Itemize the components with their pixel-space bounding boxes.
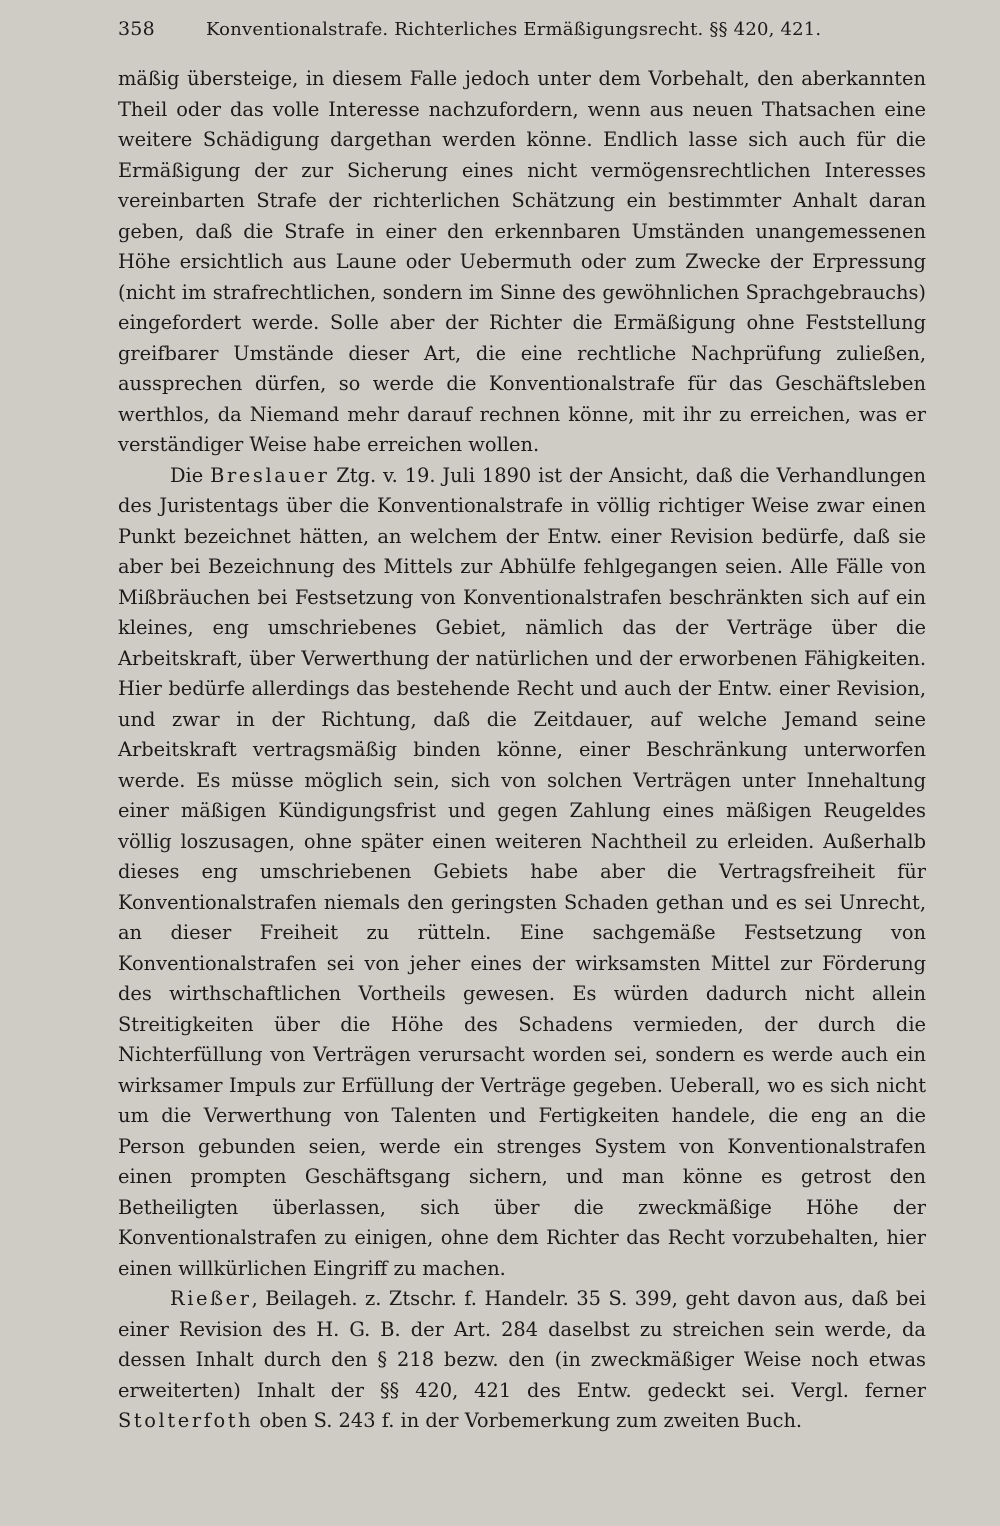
- paragraph-breslauer: [118, 461, 926, 1285]
- paragraph-riesser: [118, 1284, 926, 1437]
- body-text: [118, 64, 926, 1437]
- spaced-name: Rießer: [170, 1287, 252, 1310]
- paragraph-text-end: oben S. 243 f. in der Vorbemerkung zum zweiten Buch.: [253, 1409, 803, 1432]
- running-header: [118, 18, 926, 64]
- page-number: 358: [118, 18, 155, 40]
- paragraph-text: Ztg. v. 19. Juli 1890 ist der Ansicht, daß die Verhandlungen des Juristentags über die Konventionalstrafe in völlig richtiger Weise zwar einen Punkt bezeichnet hätten, an welchem der Entw. einer Revision bedürfe, daß sie aber bei Bezeichnung des Mittels zur Abhülfe fehlgegangen seien. Alle Fälle von Mißbräuchen bei Festsetzung von Konventionalstrafen beschränkten sich auf ein kleines, eng umschriebenes Gebiet, nämlich das der Verträge über die Arbeitskraft, über Verwerthung der natürlichen und der erworbenen Fähigkeiten. Hier bedürfe allerdings das bestehende Recht und auch der Entw. einer Revision, und zwar in der Richtung, daß die Zeitdauer, auf welche Jemand seine Arbeitskraft vertragsmäßig binden könne, einer Beschränkung unterworfen werde. Es müsse möglich sein, sich von solchen Verträgen unter Innehaltung einer mäßigen Kündigungsfrist und gegen Zahlung eines mäßigen Reugeldes völlig loszusagen, ohne später einen weiteren Nachtheil zu erleiden. Außerhalb dieses eng umschriebenen Gebiets habe aber die Vertragsfreiheit für Konventionalstrafen niemals den geringsten Schaden gethan und es sei Unrecht, an dieser Freiheit zu rütteln. Eine sachgemäße Festsetzung von Konventionalstrafen sei von jeher eines der wirksamsten Mittel zur Förderung des wirthschaftlichen Vortheils gewesen. Es würden dadurch nicht allein Streitigkeiten über die Höhe des Schadens vermieden, der durch die Nichterfüllung von Verträgen verursacht worden sei, sondern es werde auch ein wirksamer Impuls zur Erfüllung der Verträge gegeben. Ueberall, wo es sich nicht um die Verwerthung von Talenten und Fertigkeiten handele, die eng an die Person gebunden seien, werde ein strenges System von Konventionalstrafen einen prompten Geschäftsgang sichern, und man könne es getrost den Betheiligten überlassen, sich über die zweckmäßige Höhe der Konventionalstrafen zu einigen, ohne dem Richter das Recht vorzubehalten, hier einen willkürlichen Eingriff zu machen.: [118, 463, 926, 1280]
- spaced-name: Stolterfoth: [118, 1409, 254, 1432]
- running-title: Konventionalstrafe. Richterliches Ermäßigungsrecht. §§ 420, 421.: [206, 19, 822, 40]
- paragraph-lead: Die: [170, 463, 211, 487]
- paragraph-text: , Beilageh. z. Ztschr. f. Handelr. 35 S. 399, geht davon aus, daß bei einer Revision des H. G. B. der Art. 284 daselbst zu streichen sein werde, da dessen Inhalt durch den § 218 bezw. den (in zweckmäßiger Weise noch etwas erweiterten) Inhalt der §§ 420, 421 des Entw. gedeckt sei. Vergl. ferner: [118, 1287, 926, 1402]
- spaced-name: Breslauer: [210, 463, 330, 487]
- paragraph-text: mäßig übersteige, in diesem Falle jedoch unter dem Vorbehalt, den aberkannten Theil oder das volle Interesse nachzufordern, wenn aus neuen Thatsachen eine weitere Schädigung dargethan werden könne. Endlich lasse sich auch für die Ermäßigung der zur Sicherung eines nicht vermögensrechtlichen Interesses vereinbarten Strafe der richterlichen Schätzung ein bestimmter Anhalt daran geben, daß die Strafe in einer den erkennbaren Umständen unangemessenen Höhe ersichtlich aus Laune oder Uebermuth oder zum Zwecke der Erpressung (nicht im strafrechtlichen, sondern im Sinne des gewöhnlichen Sprachgebrauchs) eingefordert werde. Solle aber der Richter die Ermäßigung ohne Feststellung greifbarer Umstände dieser Art, die eine rechtliche Nachprüfung zuließen, aussprechen dürfen, so werde die Konventionalstrafe für das Geschäftsleben werthlos, da Niemand mehr darauf rechnen könne, mit ihr zu erreichen, was er verständiger Weise habe erreichen wollen.: [118, 67, 926, 456]
- paragraph-continuation: [118, 64, 926, 461]
